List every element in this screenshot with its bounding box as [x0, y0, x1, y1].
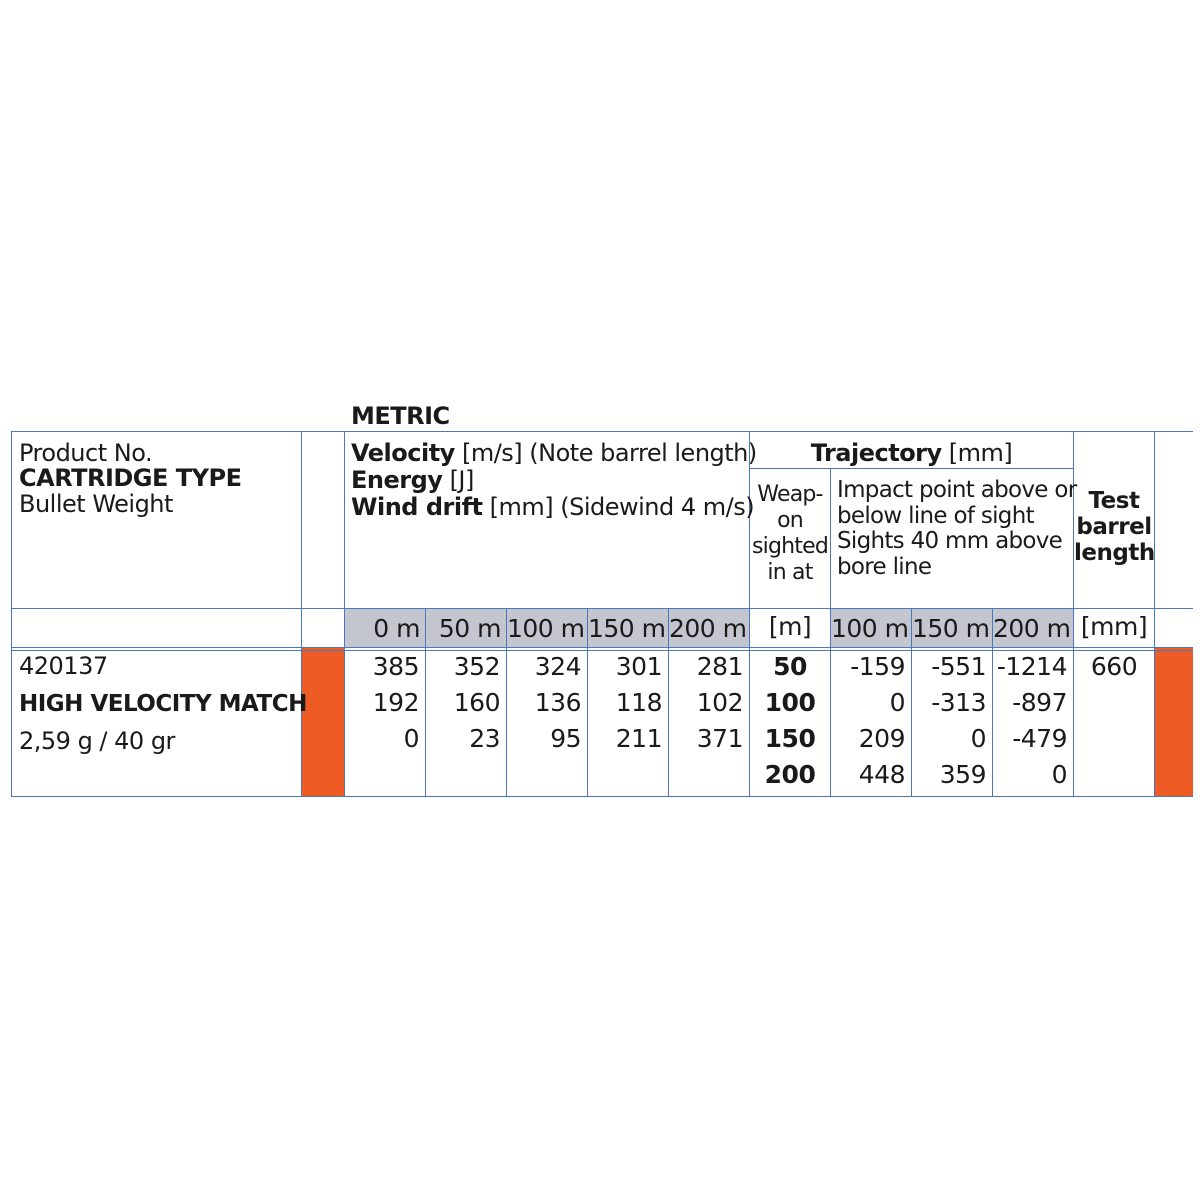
wind-drift-unit: [mm] (Sidewind 4 m/s): [489, 493, 755, 521]
trajectory-value: -159: [850, 652, 905, 681]
wind-drift-value: 211: [615, 724, 662, 753]
barrel-unit: [mm]: [1080, 612, 1148, 641]
weapon-line: on: [777, 508, 803, 533]
color-stripe-left: [302, 648, 345, 796]
test-barrel-line: length: [1074, 540, 1155, 566]
weapon-line: in at: [767, 560, 813, 585]
trajectory-value: 209: [858, 724, 905, 753]
wind-drift-value: 23: [469, 724, 500, 753]
energy-value: 136: [534, 688, 581, 717]
trajectory-distance-header: 100 m: [831, 614, 909, 643]
energy-value: 102: [696, 688, 743, 717]
velocity-header: [351, 440, 757, 466]
test-barrel-line: Test: [1088, 488, 1140, 514]
energy-value: 160: [453, 688, 500, 717]
trajectory-distance-header: 200 m: [993, 614, 1071, 643]
trajectory-label: Trajectory: [810, 439, 942, 467]
distance-header: 150 m: [588, 614, 666, 643]
wind-drift-value: 371: [696, 724, 743, 753]
trajectory-value: 448: [858, 760, 905, 789]
energy-value: 118: [615, 688, 662, 717]
distance-header: 100 m: [507, 614, 585, 643]
velocity-label: Velocity: [351, 439, 455, 467]
velocity-value: 352: [453, 652, 500, 681]
energy-label: Energy: [351, 466, 443, 494]
impact-line: bore line: [837, 553, 932, 580]
velocity-value: 324: [534, 652, 581, 681]
velocity-value: 281: [696, 652, 743, 681]
table-top-border: [11, 431, 1193, 432]
trajectory-value: 0: [889, 688, 905, 717]
trajectory-value: -551: [931, 652, 986, 681]
distance-header: 200 m: [669, 614, 747, 643]
trajectory-value: -313: [931, 688, 986, 717]
velocity-unit: [m/s] (Note barrel length): [461, 439, 757, 467]
impact-point-header: [837, 478, 1077, 580]
table-bottom-border: [11, 796, 1193, 797]
energy-unit: [J]: [449, 466, 474, 494]
energy-value: 192: [372, 688, 419, 717]
col-line: [11, 431, 12, 797]
body-top-border-double: [11, 650, 1193, 651]
trajectory-header: [750, 440, 1073, 466]
trajectory-unit: [mm]: [948, 439, 1013, 467]
wind-drift-label: Wind drift: [351, 493, 483, 521]
cartridge-type-label: CARTRIDGE TYPE: [19, 464, 242, 492]
impact-line: Sights 40 mm above: [837, 528, 1063, 554]
wind-drift-value: 95: [550, 724, 581, 753]
impact-line: below line of sight: [837, 502, 1034, 529]
body-top-border: [11, 647, 1193, 648]
color-stripe-right: [1155, 648, 1193, 796]
sighted-distance: 100: [764, 688, 816, 717]
trajectory-value: 359: [939, 760, 986, 789]
trajectory-value: -479: [1012, 724, 1067, 753]
sighted-distance: 150: [764, 724, 816, 753]
trajectory-value: 0: [970, 724, 986, 753]
energy-header: [351, 467, 474, 493]
test-barrel-line: barrel: [1076, 514, 1152, 540]
header-bottom-border: [11, 608, 1193, 609]
velocity-value: 385: [372, 652, 419, 681]
distance-header: 50 m: [438, 614, 501, 643]
distance-header: 0 m: [373, 614, 420, 643]
wind-drift-value: 0: [403, 724, 419, 753]
bullet-weight: 2,59 g / 40 gr: [19, 727, 175, 755]
trajectory-title-divider: [749, 468, 1074, 469]
weapon-line: sighted: [751, 534, 828, 559]
test-barrel-header: [1074, 488, 1154, 566]
trajectory-distance-header: 150 m: [912, 614, 990, 643]
weapon-line: Weap-: [757, 482, 823, 507]
product-number: 420137: [19, 652, 108, 680]
impact-line: Impact point above or: [837, 477, 1077, 503]
cartridge-name: HIGH VELOCITY MATCH: [19, 691, 307, 717]
trajectory-value: 0: [1051, 760, 1067, 789]
wind-drift-header: [351, 494, 754, 520]
sighted-unit: [m]: [768, 612, 812, 641]
product-no-label: Product No.: [19, 439, 153, 467]
metric-title: METRIC: [351, 402, 450, 430]
velocity-value: 301: [615, 652, 662, 681]
sighted-distance: 200: [764, 760, 816, 789]
col-line: [301, 431, 302, 797]
sighted-distance: 50: [773, 652, 807, 681]
bullet-weight-label: Bullet Weight: [19, 490, 173, 518]
test-barrel-length-value: 660: [1090, 652, 1138, 681]
col-line: [1154, 431, 1155, 797]
weapon-sighted-header: [750, 482, 830, 586]
trajectory-value: -1214: [996, 652, 1067, 681]
trajectory-value: -897: [1012, 688, 1067, 717]
